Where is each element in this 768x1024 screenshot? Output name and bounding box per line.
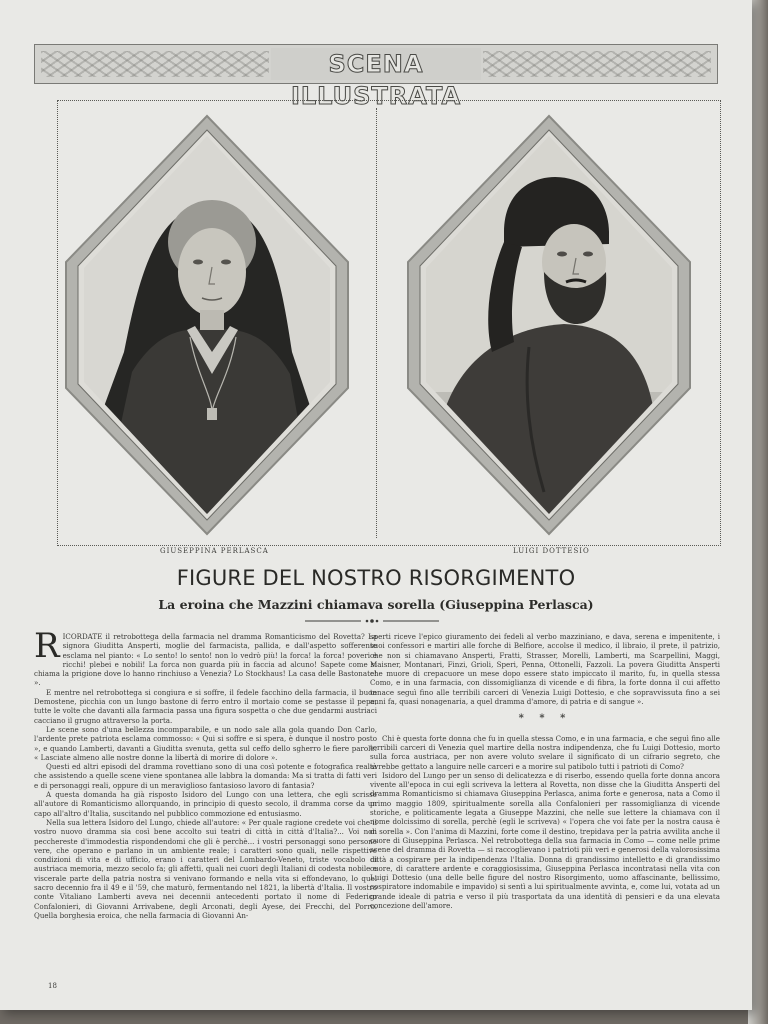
article-paragraph: Isidoro del Lungo per un senso di delicatezza e di riserbo, essendo quella forte donna ancora vivente all'epoca in cui egli scriveva la lettera al Rovetta, non disse che la Giuditta Ansperti del dramma Romanticismo si chiamava Giuseppina Perlasca, anima forte e generosa, nata a Como il primo maggio 1809, spiritualmente sorella alla Confalonieri per rassomiglianza di vicende storiche, e politicamente legata a Giuseppe Mazzini, che nelle sue lettere la chiamava con il nome dolcissimo di sorella, perchè (egli le scriveva) « l'opera che voi fate per la nostra causa è di sorella ». Con l'anima di Mazzini, forte come il destino, trepidava per la patria avvilita anche il cuore di Giuseppina Perlasca. Nel retrobottega della sua farmacia in Como — come nelle prime scene del dramma di Rovetta — si raccoglievano i patrioti più veri e generosi della valorosissima città a cospirare per la indipendenza l'Italia. Donna di grandissimo intelletto e di grandissimo cuore, di carattere ardente e coraggiosissima, Giuseppina Perlasca incontratasi nella vita con Luigi Dottesio (una delle belle figure del nostro Risorgimento, uomo affascinante, bellissimo, cospiratore indomabile e impavido) si sentì a lui spiritualmente avvinta, e, come lui, votata ad un grande ideale di patria e verso il più trasportata da una identità di pensieri e da una elevata concezione dell'amore. [370,770,720,911]
page-number: 18 [48,982,57,990]
article-paragraph: Questi ed altri episodi del dramma rovettiano sono di una così potente e fotografica realtà che assistendo a quelle scene viene spontanea alle labbra la domanda: Ma si tratta di fatti veri e di personaggi reali, oppure di un meraviglioso fantasioso lavoro di fantasia? [34,762,377,790]
article-paragraph: A questa domanda ha già risposto Isidoro del Lungo con una lettera, che egli scrisse all'autore di Romanticismo allorquando, in principio di questo secolo, il dramma corse da un capo all'altro d'Italia, suscitando nel pubblico commozione ed entusiasmo. [34,790,377,818]
article-title: FIGURE DEL NOSTRO RISORGIMENTO [176,566,576,590]
article-paragraph: sperti riceve l'epico giuramento dei fedeli al verbo mazziniano, e dava, serena e impenitente, i suoi confessori e martiri alle forche di Belfiore, accolse il medico, il libraio, il prete, il patrizio, che non si chiamavano Ansperti, Fratti, Strasser, Morelli, Lamberti, ma Scarpellini, Maggi, Maisner, Montanari, Finzi, Grioli, Speri, Penna, Ottonelli, Fazzoli. La povera Giuditta Ansperti che muore di crepacuore un mese dopo essere stato impiccato il marito, fu, in quella stessa Como, e in una farmacia, con dissomiglianza di vicende e di fibra, la forte donna il cui affetto tenace seguì fino alle terribili carceri di Venezia Luigi Dottesio, e che sopravvissuta fino a sei anni fa, quasi nonagenaria, a quel dramma d'amore, di patria e di sangue ». [370,632,720,707]
portrait-luigi-dottesio [404,112,694,538]
drop-cap: R [34,626,60,666]
masthead-title: SCENA ILLUSTRATA [271,48,481,80]
article-paragraph: E mentre nel retrobottega si congiura e si soffre, il fedele facchino della farmacia, il buon Demostene, picchia con un lungo bastone di ferro entro il mortaio come se pestasse il pepe, tutte le volte che davanti alla farmacia passa una figura sospetta o che due gendarmi austriaci cacciano il grugno attraverso la porta. [34,687,377,725]
section-separator: * * * [518,713,572,725]
leaf-ornament-right [483,51,711,77]
caption-right: LUIGI DOTTESIO [513,547,590,555]
article-column-left [34,626,377,920]
portrait-giuseppina-perlasca [62,112,352,538]
article-paragraph: Le scene sono d'una bellezza incomparabile, e un nodo sale alla gola quando Don Carlo, l'ardente prete patriota esclama commosso: « Qui si soffre e si spera, è dunque il nostro posto », e quando Lamberti, davanti a Giuditta svenuta, getta sul ceffo dello sgherro le fiere parole: « Lasciate almeno alle nostre donne la libertà di morire di dolore ». [34,724,377,762]
title-ornament [305,618,439,624]
article-paragraph: Nella sua lettera Isidoro del Lungo, chiede all'autore: « Per quale ragione credete voi che il vostro nuovo dramma sia così bene accolto sui teatri di città in città d'Italia?... Voi non pecchereste d'immodestia rispondendomi che gli è perchè... i vostri personaggi sono persone vere, che operano e parlano in un ambiente reale; i caratteri sono quali, nelle rispettive condizioni di vita e di ufficio, erano i caratteri del Lombardo-Veneto, triste vocabolo di austriaca memoria, mezzo secolo fa; gli affetti, quali nei cuori degli Italiani di codesta nobile e viscerale parte della patria nostra si venivano formando e nella vita si effondevano, lo quel sacro decennio fra il 49 e il '59, che maturò, fermentando nel 1821, la libertà d'Italia. Il vostro conte Vitaliano Lamberti aveva nei decennii antecedenti portato il nome di Federico Confalonieri, di Giovanni Arrivabene, degli Arconati, degli Ayese, dei Frecchi, del Porro. Quella borghesia eroica, che nella farmacia di Giovanni An- [34,817,377,920]
photo-divider [376,108,377,538]
article-paragraph: Chi è questa forte donna che fu in quella stessa Como, e in una farmacia, e che seguì fino alle terribili carceri di Venezia quel martire della nostra indipendenza, che fu Luigi Dottesio, morto sulla forca austriaca, per non avere voluto svelare il significato di un cifrario segreto, che avrebbe gettato a languire nelle carceri e a morire sul patibolo tutti i patrioti di Como? [370,733,720,771]
article-paragraph: RICORDATE il retrobottega della farmacia nel dramma Romanticismo del Rovetta? La signora Giuditta Ansperti, moglie del farmacista, pallida, e dall'aspetto sofferente esclama nel pianto: « Lo sento! lo sento! non lo vedrò più! la forca! la forca! poveri e ricchi! plebei e nobili! La forca non guarda più in faccia ad alcuno! Sapete come si chiama la prigione dove lo hanno rinchiuso a Venezia? Lo Stockhaus! La casa delle Bastonate! ». [34,626,377,688]
article-column-right [370,632,720,910]
caption-left: GIUSEPPINA PERLASCA [160,547,269,555]
article-subtitle: La eroina che Mazzini chiamava sorella (Giuseppina Perlasca) [158,597,594,612]
masthead-banner [34,44,718,110]
leaf-ornament-left [41,51,269,77]
